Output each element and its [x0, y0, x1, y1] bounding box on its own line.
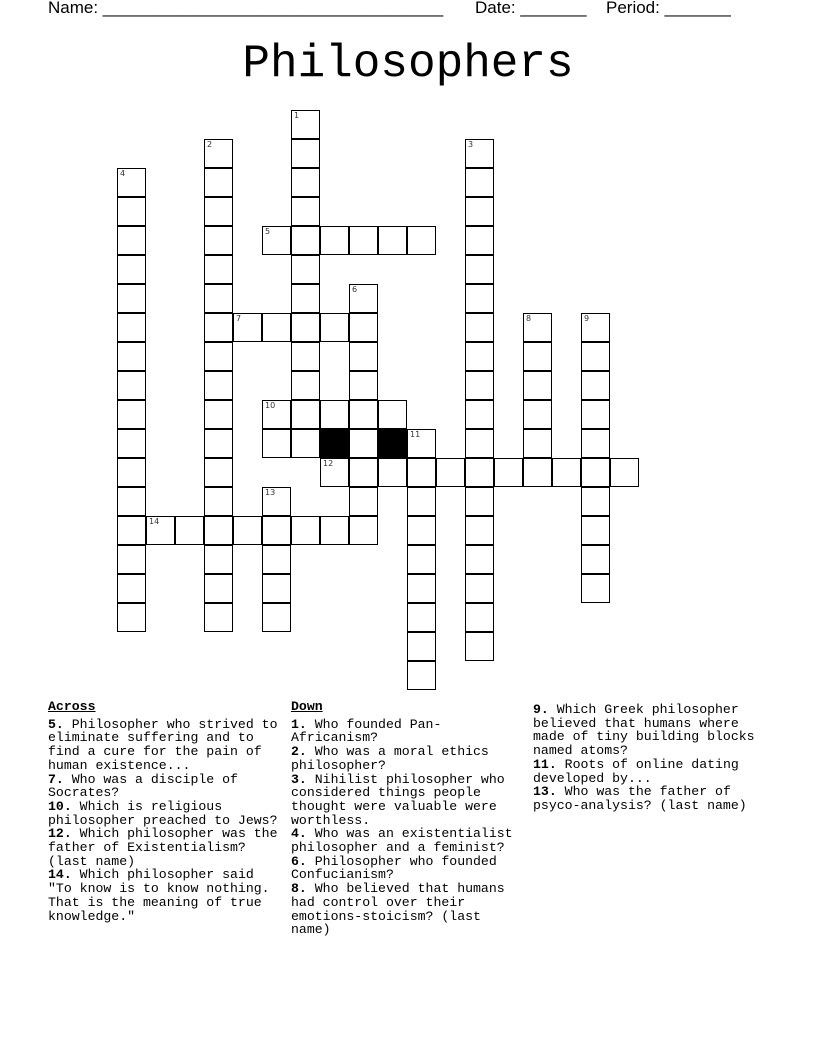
down-clue-list — [291, 718, 526, 937]
grid-cell[interactable] — [581, 458, 610, 487]
grid-cell[interactable] — [494, 458, 523, 487]
date-field-label: Date: _______ — [475, 0, 587, 17]
page-title: Philosophers — [242, 38, 574, 90]
grid-cell[interactable] — [407, 632, 436, 661]
clue-number-label: 2. — [291, 744, 307, 760]
clue-number-label: 7. — [48, 771, 64, 787]
grid-cell[interactable] — [291, 400, 320, 429]
grid-cell[interactable] — [262, 516, 291, 545]
grid-cell[interactable] — [117, 371, 146, 400]
grid-cell[interactable] — [117, 516, 146, 545]
name-field-label: Name: ____________________________________ — [48, 0, 444, 17]
grid-cell[interactable] — [349, 400, 378, 429]
clue-text: Who was a moral ethics philosopher? — [291, 744, 489, 773]
grid-cell[interactable] — [117, 342, 146, 371]
grid-cell[interactable] — [320, 400, 349, 429]
clue-item — [291, 745, 526, 772]
grid-cell[interactable] — [204, 429, 233, 458]
grid-cell[interactable] — [552, 458, 581, 487]
clue-item — [48, 718, 283, 773]
grid-cell[interactable] — [465, 255, 494, 284]
grid-cell[interactable] — [465, 487, 494, 516]
grid-cell[interactable] — [117, 429, 146, 458]
grid-cell[interactable] — [291, 168, 320, 197]
grid-cell[interactable] — [291, 226, 320, 255]
grid-cell[interactable] — [581, 545, 610, 574]
grid-cell[interactable] — [581, 313, 610, 342]
grid-cell[interactable] — [117, 458, 146, 487]
grid-cell[interactable] — [378, 400, 407, 429]
black-cell — [320, 429, 349, 458]
grid-cell[interactable] — [291, 197, 320, 226]
clue-number: 9 — [584, 314, 590, 323]
clue-number-label: 14. — [48, 867, 72, 883]
grid-cell[interactable] — [204, 574, 233, 603]
grid-cell[interactable] — [349, 342, 378, 371]
grid-cell[interactable] — [465, 632, 494, 661]
grid-cell[interactable] — [262, 574, 291, 603]
grid-cell[interactable] — [349, 313, 378, 342]
clue-text: Who was an existentialist philosopher and a feminist? — [291, 826, 513, 856]
grid-cell[interactable] — [407, 574, 436, 603]
grid-cell[interactable] — [117, 168, 146, 197]
grid-cell[interactable] — [204, 284, 233, 313]
grid-cell[interactable] — [204, 371, 233, 400]
grid-cell[interactable] — [465, 342, 494, 371]
grid-cell[interactable] — [291, 371, 320, 400]
clue-number-label: 1. — [291, 716, 307, 732]
clue-item — [48, 827, 283, 868]
grid-cell[interactable] — [262, 313, 291, 342]
grid-cell[interactable] — [262, 400, 291, 429]
grid-cell[interactable] — [233, 516, 262, 545]
grid-cell[interactable] — [523, 371, 552, 400]
grid-cell[interactable] — [581, 400, 610, 429]
grid-cell[interactable] — [465, 603, 494, 632]
grid-cell[interactable] — [581, 342, 610, 371]
grid-cell[interactable] — [204, 487, 233, 516]
clue-number-label: 13. — [533, 784, 557, 800]
grid-cell[interactable] — [204, 400, 233, 429]
grid-cell[interactable] — [523, 400, 552, 429]
period-field-label: Period: _______ — [606, 0, 731, 17]
grid-cell[interactable] — [581, 371, 610, 400]
clue-number: 11 — [410, 430, 421, 439]
grid-cell[interactable] — [320, 313, 349, 342]
down-clues — [291, 700, 526, 937]
grid-cell[interactable] — [465, 400, 494, 429]
grid-cell[interactable] — [291, 429, 320, 458]
grid-cell[interactable] — [349, 226, 378, 255]
grid-cell[interactable] — [204, 545, 233, 574]
grid-cell[interactable] — [291, 110, 320, 139]
grid-cell[interactable] — [204, 139, 233, 168]
grid-cell[interactable] — [523, 313, 552, 342]
grid-cell[interactable] — [581, 487, 610, 516]
grid-cell[interactable] — [291, 255, 320, 284]
grid-cell[interactable] — [465, 197, 494, 226]
grid-cell[interactable] — [465, 139, 494, 168]
grid-cell[interactable] — [523, 458, 552, 487]
grid-cell[interactable] — [262, 226, 291, 255]
grid-cell[interactable] — [117, 400, 146, 429]
grid-cell[interactable] — [523, 342, 552, 371]
grid-cell[interactable] — [204, 516, 233, 545]
clue-item — [291, 855, 526, 882]
grid-cell[interactable] — [407, 487, 436, 516]
clue-item — [291, 718, 526, 745]
grid-cell[interactable] — [436, 458, 465, 487]
clue-item — [533, 703, 773, 758]
grid-cell[interactable] — [465, 516, 494, 545]
grid-cell[interactable] — [465, 545, 494, 574]
grid-cell[interactable] — [291, 313, 320, 342]
clue-number: 8 — [526, 314, 532, 323]
clue-item — [291, 827, 526, 854]
grid-cell[interactable] — [291, 516, 320, 545]
grid-cell[interactable] — [262, 603, 291, 632]
clue-number-label: 6. — [291, 853, 307, 869]
grid-cell[interactable] — [204, 342, 233, 371]
grid-cell[interactable] — [407, 603, 436, 632]
grid-cell[interactable] — [610, 458, 639, 487]
clue-number-label: 11. — [533, 756, 557, 772]
clue-number: 1 — [294, 111, 300, 120]
clue-item — [291, 773, 526, 828]
grid-cell[interactable] — [233, 313, 262, 342]
clue-number: 4 — [120, 169, 126, 178]
clue-item — [48, 800, 283, 827]
clue-text: Which Greek philosopher believed that humans where made of tiny building blocks named atoms? — [533, 702, 755, 759]
grid-cell[interactable] — [581, 429, 610, 458]
clue-item — [533, 758, 773, 785]
clue-item — [48, 773, 283, 800]
grid-cell[interactable] — [320, 458, 349, 487]
clue-item — [533, 785, 773, 812]
across-heading: Across — [48, 699, 96, 714]
grid-cell[interactable] — [465, 574, 494, 603]
clue-text: Roots of online dating developed by... — [533, 756, 739, 786]
grid-cell[interactable] — [117, 603, 146, 632]
grid-cell[interactable] — [204, 255, 233, 284]
black-cell — [378, 429, 407, 458]
grid-cell[interactable] — [291, 139, 320, 168]
grid-cell[interactable] — [146, 516, 175, 545]
grid-cell[interactable] — [291, 284, 320, 313]
grid-cell[interactable] — [581, 516, 610, 545]
grid-cell[interactable] — [117, 487, 146, 516]
clue-item — [48, 868, 283, 923]
grid-cell[interactable] — [378, 226, 407, 255]
grid-cell[interactable] — [262, 429, 291, 458]
grid-cell[interactable] — [117, 284, 146, 313]
grid-cell[interactable] — [349, 458, 378, 487]
clue-number: 10 — [265, 401, 276, 410]
clue-text: Which philosopher was the father of Existentialism? (last name) — [48, 826, 278, 869]
grid-cell[interactable] — [465, 313, 494, 342]
grid-cell[interactable] — [465, 458, 494, 487]
grid-cell[interactable] — [204, 168, 233, 197]
grid-cell[interactable] — [407, 661, 436, 690]
clue-number-label: 8. — [291, 881, 307, 897]
grid-cell[interactable] — [291, 342, 320, 371]
clue-number-label: 12. — [48, 826, 72, 842]
grid-cell[interactable] — [581, 574, 610, 603]
grid-cell[interactable] — [378, 458, 407, 487]
down-clues-continued — [533, 703, 773, 813]
grid-cell[interactable] — [117, 313, 146, 342]
grid-cell[interactable] — [407, 226, 436, 255]
grid-cell[interactable] — [349, 429, 378, 458]
clue-number: 13 — [265, 488, 276, 497]
clue-text: Which philosopher said "To know is to know nothing. That is the meaning of true knowledge." — [48, 867, 270, 924]
grid-cell[interactable] — [349, 371, 378, 400]
grid-cell[interactable] — [465, 429, 494, 458]
clue-number-label: 9. — [533, 702, 549, 717]
clue-number-label: 5. — [48, 716, 64, 732]
grid-cell[interactable] — [465, 284, 494, 313]
clue-number: 5 — [265, 227, 271, 236]
clue-number: 7 — [236, 314, 242, 323]
grid-cell[interactable] — [407, 516, 436, 545]
grid-cell[interactable] — [465, 168, 494, 197]
grid-cell[interactable] — [465, 226, 494, 255]
clue-text: Which is religious philosopher preached to Jews? — [48, 798, 278, 828]
grid-cell[interactable] — [523, 429, 552, 458]
grid-cell[interactable] — [320, 516, 349, 545]
across-clue-list — [48, 718, 283, 924]
grid-cell[interactable] — [204, 197, 233, 226]
clue-number-label: 10. — [48, 798, 72, 814]
clue-number: 2 — [207, 140, 213, 149]
clue-text: Philosopher who founded Confucianism? — [291, 853, 497, 883]
grid-cell[interactable] — [117, 226, 146, 255]
clue-text: Who was a disciple of Socrates? — [48, 771, 238, 801]
grid-cell[interactable] — [349, 284, 378, 313]
grid-cell[interactable] — [349, 487, 378, 516]
clue-text: Who believed that humans had control over their emotions-stoicism? (last name) — [291, 881, 505, 938]
grid-cell[interactable] — [204, 313, 233, 342]
grid-cell[interactable] — [204, 226, 233, 255]
clue-number-label: 4. — [291, 826, 307, 842]
clue-text: Nihilist philosopher who considered things people thought were valuable were worthless. — [291, 771, 505, 828]
across-clues — [48, 700, 283, 923]
clue-number: 14 — [149, 517, 160, 526]
clue-text: Who was the father of psyco-analysis? (last name) — [533, 784, 747, 813]
grid-cell[interactable] — [204, 603, 233, 632]
clue-number-label: 3. — [291, 771, 307, 787]
clue-text: Who founded Pan-Africanism? — [291, 716, 442, 746]
down-clue-list-continued — [533, 703, 773, 813]
clue-text: Philosopher who strived to eliminate suffering and to find a cure for the pain of human existence... — [48, 716, 278, 773]
grid-cell[interactable] — [262, 487, 291, 516]
grid-cell[interactable] — [465, 371, 494, 400]
grid-cell[interactable] — [320, 226, 349, 255]
grid-cell[interactable] — [117, 197, 146, 226]
grid-cell[interactable] — [117, 255, 146, 284]
grid-cell[interactable] — [117, 545, 146, 574]
grid-cell[interactable] — [407, 545, 436, 574]
grid-cell[interactable] — [349, 516, 378, 545]
clue-item — [291, 882, 526, 937]
grid-cell[interactable] — [204, 458, 233, 487]
clue-number: 6 — [352, 285, 358, 294]
grid-cell[interactable] — [175, 516, 204, 545]
grid-cell[interactable] — [117, 574, 146, 603]
grid-cell[interactable] — [262, 545, 291, 574]
clue-number: 12 — [323, 459, 334, 468]
clue-number: 3 — [468, 140, 474, 149]
grid-cell[interactable] — [407, 429, 436, 458]
down-heading: Down — [291, 699, 323, 714]
grid-cell[interactable] — [407, 458, 436, 487]
